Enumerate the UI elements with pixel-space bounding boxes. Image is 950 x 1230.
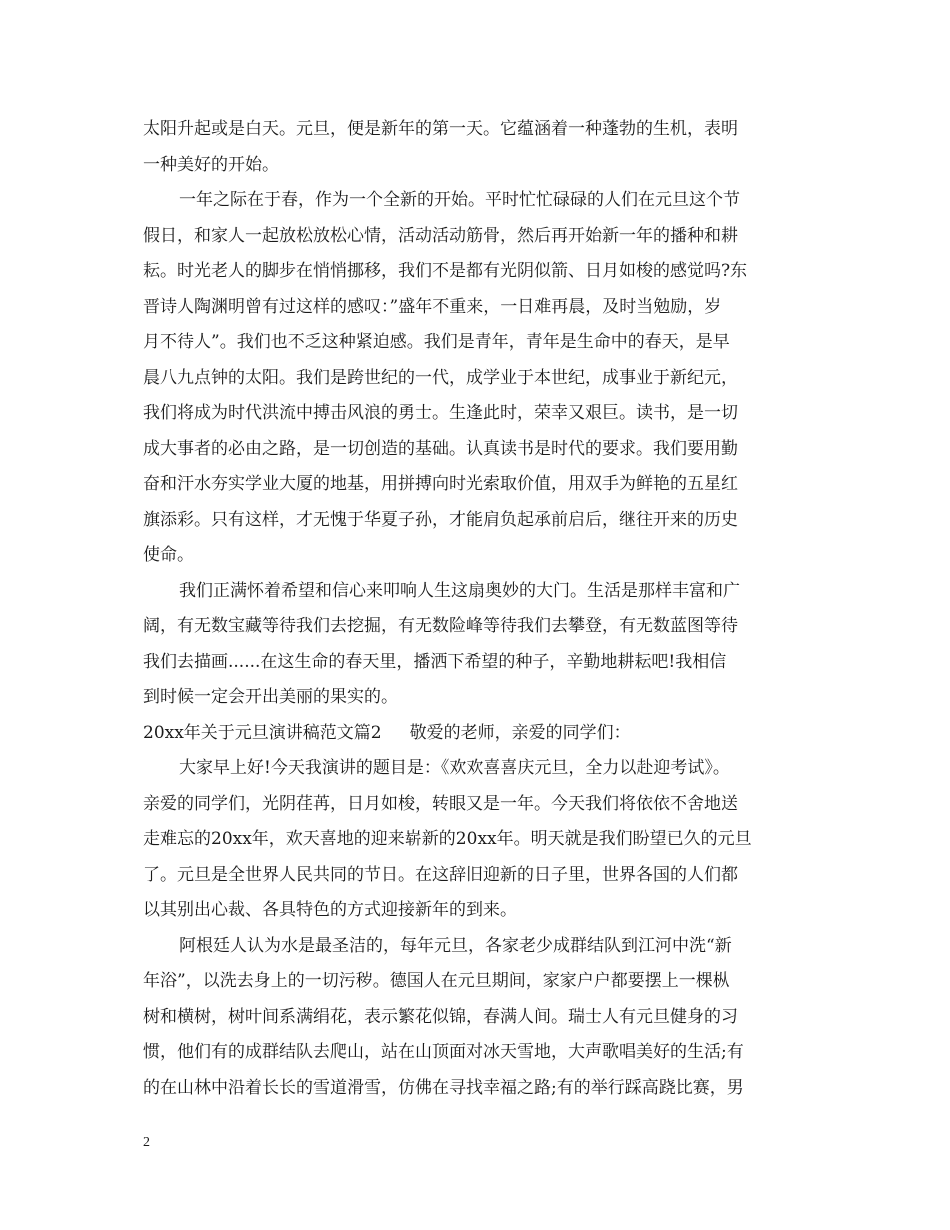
text-line: 的在山林中沿着长长的雪道滑雪，仿佛在寻找幸福之路;有的举行踩高跷比赛，男 (143, 1077, 744, 1098)
text-line: 月不待人”。我们也不乏这种紧迫感。我们是青年，青年是生命中的春天，是早 (143, 332, 730, 352)
text-line: 到时候一定会开出美丽的果实的。 (143, 687, 398, 707)
paragraph-start-line: 阿根廷人认为水是最圣洁的，每年元旦，各家老少成群结队到江河中洗“新 (179, 935, 732, 956)
text-line: 晨八九点钟的太阳。我们是跨世纪的一代，成学业于本世纪，成事业于新纪元， (143, 367, 738, 388)
text-line: 旗添彩。只有这样，才无愧于华夏子孙，才能肩负起承前启后，继往开来的历史 (143, 509, 738, 530)
text-line: 阔，有无数宝藏等待我们去挖掘，有无数险峰等待我们去攀登，有无数蓝图等待 (143, 616, 738, 636)
text-line: 我们将成为时代洪流中搏击风浪的勇士。生逢此时，荣幸又艰巨。读书，是一切 (143, 403, 738, 423)
text-line: 假日，和家人一起放松放松心情，活动活动筋骨，然后再开始新一年的播种和耕 (143, 225, 738, 246)
paragraph-start-line: 我们正满怀着希望和信心来叩响人生这扇奥妙的大门。生活是那样丰富和广 (179, 580, 740, 601)
paragraph-start-line: 一年之际在于春，作为一个全新的开始。平时忙忙碌碌的人们在元旦这个节 (179, 190, 740, 210)
text-line: 我们去描画......在这生命的春天里，播洒下希望的种子，辛勤地耕耘吧!我相信 (143, 651, 727, 672)
text-line: 奋和汗水夯实学业大厦的地基，用拼搏向时光索取价值，用双手为鲜艳的五星红 (143, 474, 738, 494)
text-line: 耘。时光老人的脚步在悄悄挪移，我们不是都有光阴似箭、日月如梭的感觉吗?东 (143, 261, 748, 281)
page-number: 2 (143, 1135, 150, 1150)
salutation: 敬爱的老师，亲爱的同学们： (409, 722, 631, 743)
text-line: 树和横树，树叶间系满绢花，表示繁花似锦，春满人间。瑞士人有元旦健身的习 (143, 1006, 738, 1027)
body-text (143, 112, 809, 1106)
text-line: 使命。 (143, 545, 194, 565)
text-line: 一种美好的开始。 (143, 154, 279, 175)
section-heading: 20xx年关于元旦演讲稿范文篇2 (143, 722, 382, 743)
text-line: 亲爱的同学们，光阴荏苒，日月如梭，转眼又是一年。今天我们将依依不舍地送 (143, 793, 738, 814)
text-line: 太阳升起或是白天。元旦，便是新年的第一天。它蕴涵着一种蓬勃的生机，表明 (143, 119, 738, 139)
text-line: 惯，他们有的成群结队去爬山，站在山顶面对冰天雪地，大声歌唱美好的生活;有 (143, 1042, 744, 1062)
text-line: 年浴”，以洗去身上的一切污秽。德国人在元旦期间，家家户户都要摆上一棵枞 (143, 971, 730, 991)
text-line: 了。元旦是全世界人民共同的节日。在这辞旧迎新的日子里，世界各国的人们都 (143, 864, 738, 885)
text-line: 走难忘的20xx年，欢天喜地的迎来崭新的20xx年。明天就是我们盼望已久的元旦 (143, 829, 752, 849)
section-heading-line (143, 716, 809, 752)
text-line: 成大事者的必由之路，是一切创造的基础。认真读书是时代的要求。我们要用勤 (143, 438, 738, 459)
text-line: 晋诗人陶渊明曾有过这样的感叹：”盛年不重来，一日难再晨，及时当勉励，岁 (143, 296, 722, 317)
paragraph-start-line: 大家早上好!今天我演讲的题目是：《欢欢喜喜庆元旦，全力以赴迎考试》。 (179, 758, 730, 778)
text-line: 以其别出心裁、各具特色的方式迎接新年的到来。 (143, 900, 517, 920)
